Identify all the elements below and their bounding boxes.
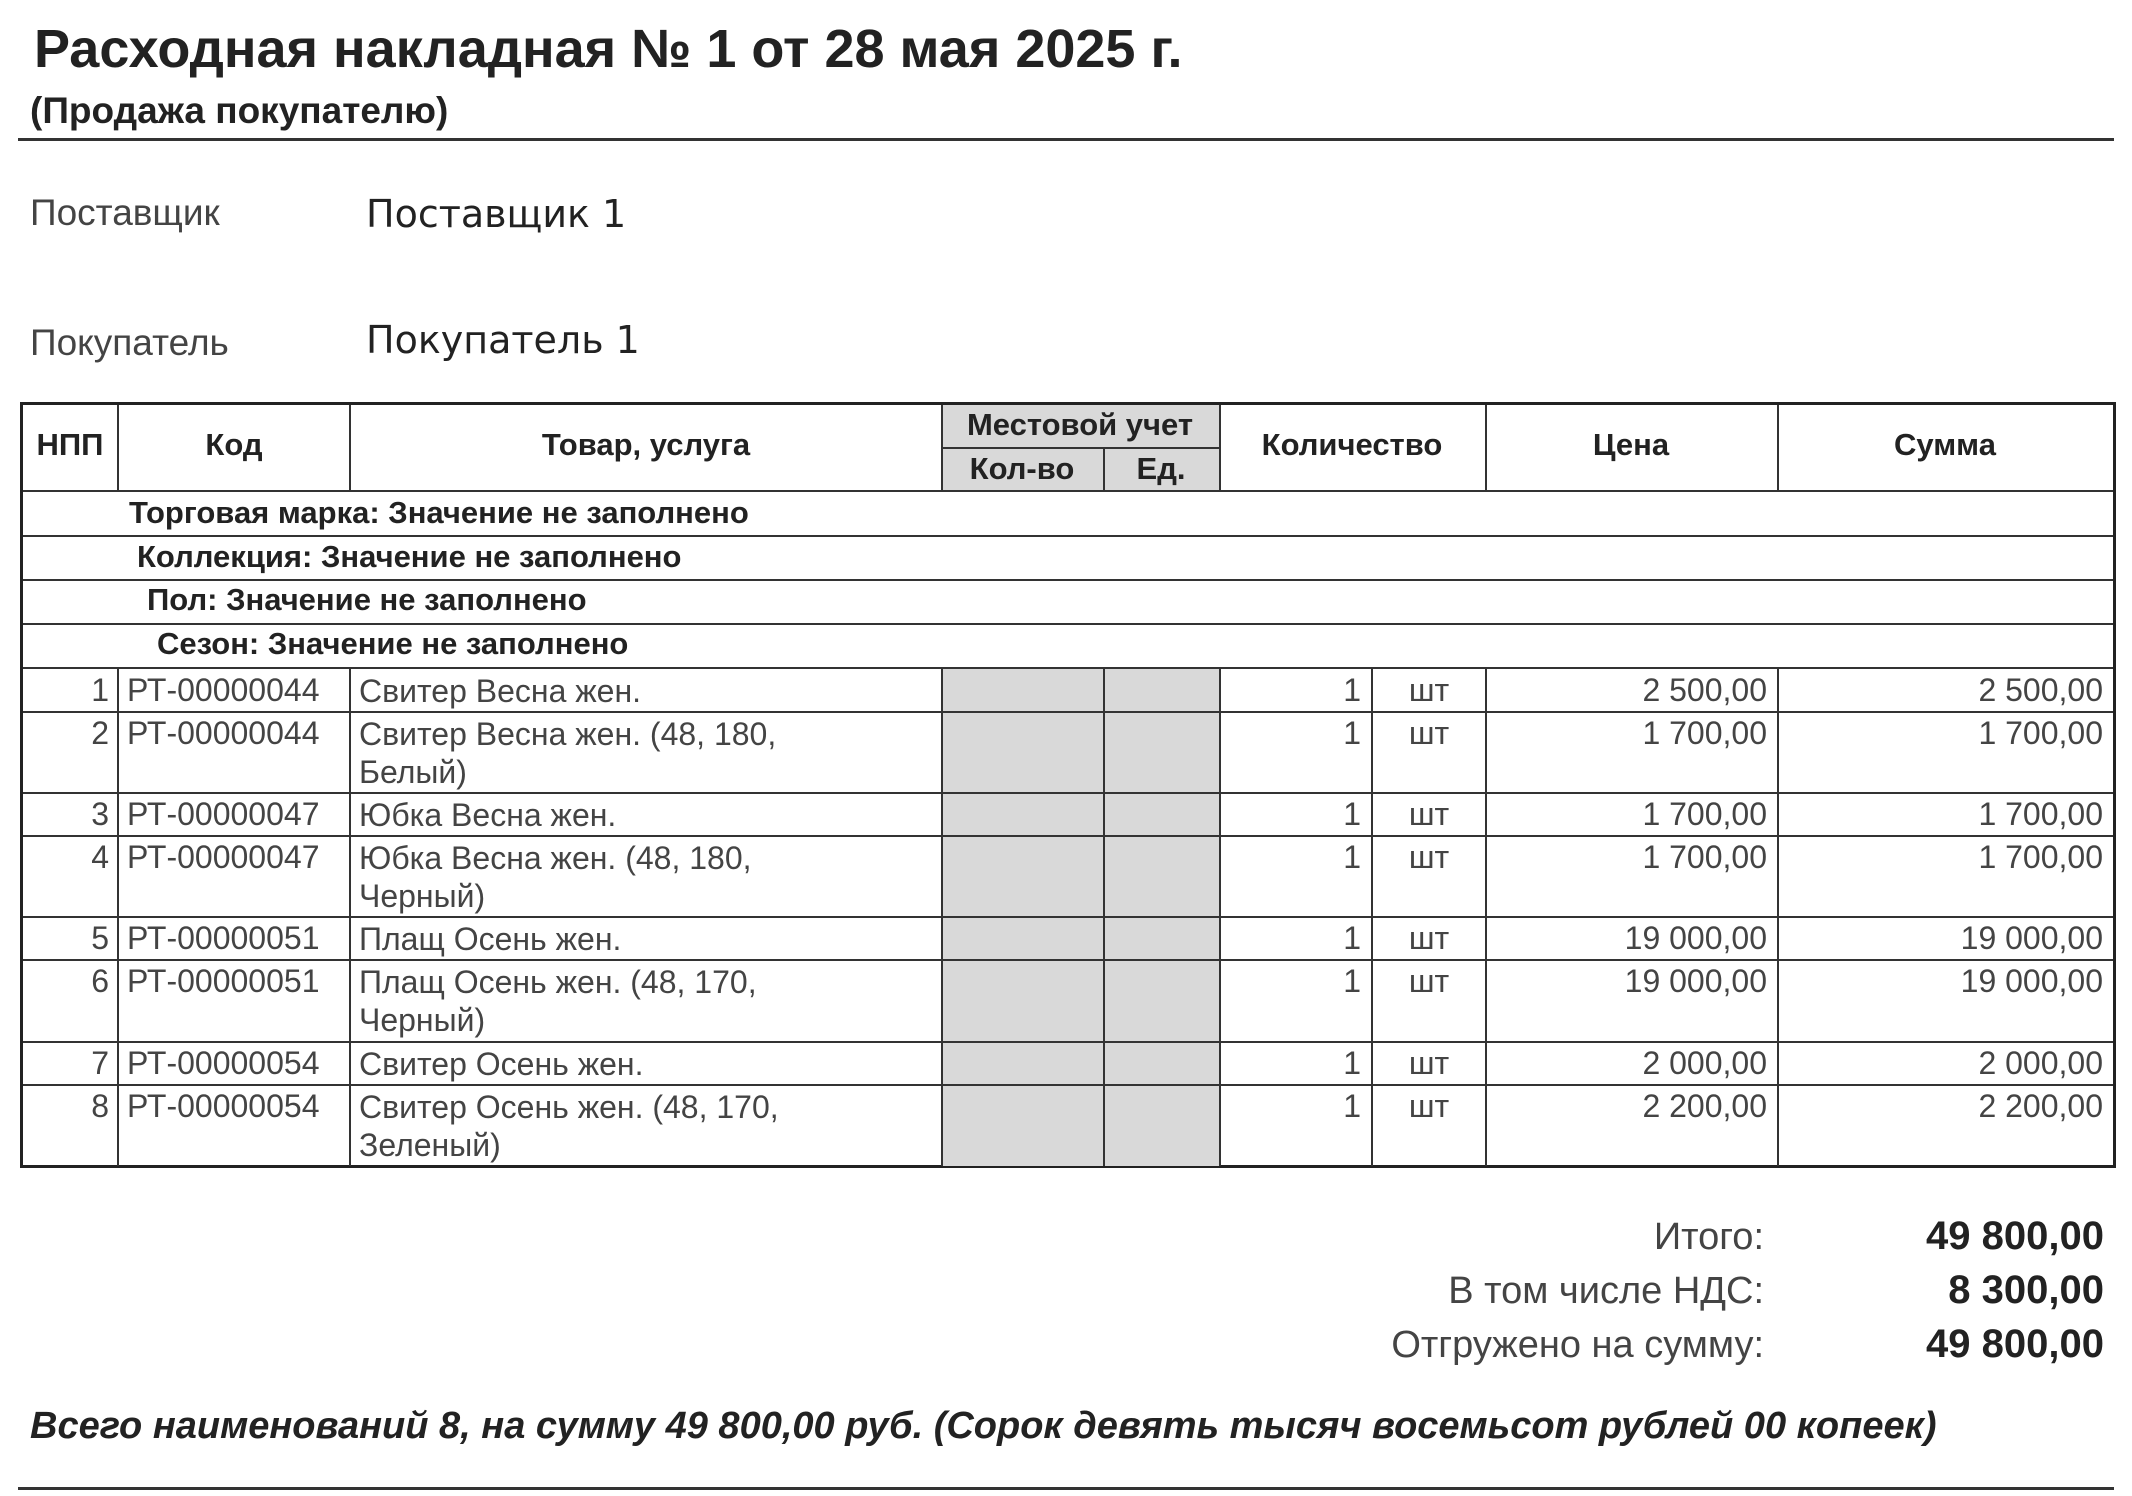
- row-sum: 2 200,00: [1978, 1088, 2103, 1124]
- row-code: РТ-00000047: [127, 796, 320, 832]
- row-price: 1 700,00: [1642, 796, 1767, 832]
- table-hline: [23, 792, 2113, 794]
- table-vline: [349, 405, 351, 490]
- table-vline: [941, 405, 943, 490]
- row-price: 1 700,00: [1642, 715, 1767, 751]
- row-quantity: 1: [1343, 672, 1361, 708]
- row-name: Свитер Весна жен.: [359, 673, 642, 709]
- row-quantity: 1: [1343, 715, 1361, 751]
- row-unit: шт: [1408, 920, 1450, 956]
- footer-divider: [18, 1487, 2114, 1490]
- group-gender: Пол: Значение не заполнено: [147, 582, 587, 617]
- row-name: Юбка Весна жен. (48, 180, Черный): [359, 840, 752, 914]
- shipped-value: 49 800,00: [1926, 1322, 2104, 1366]
- row-unit: шт: [1408, 715, 1450, 751]
- row-name: Свитер Осень жен. (48, 170, Зеленый): [359, 1089, 779, 1163]
- row-npp: 3: [91, 796, 109, 832]
- total-label: Итого:: [1653, 1216, 1764, 1258]
- row-npp: 8: [91, 1088, 109, 1124]
- goods-table: [20, 402, 2116, 1168]
- row-unit: шт: [1408, 1045, 1450, 1081]
- table-hline: [23, 623, 2113, 625]
- vat-label: В том числе НДС:: [1448, 1270, 1764, 1312]
- document-title: Расходная накладная № 1 от 28 мая 2025 г.: [34, 19, 1183, 79]
- table-hline: [23, 667, 2113, 669]
- header-price: Цена: [1592, 427, 1670, 462]
- row-price: 2 200,00: [1642, 1088, 1767, 1124]
- header-divider: [18, 138, 2114, 141]
- row-npp: 2: [91, 715, 109, 751]
- row-quantity: 1: [1343, 839, 1361, 875]
- header-location-unit: Ед.: [1136, 451, 1186, 486]
- row-code: РТ-00000054: [127, 1088, 320, 1124]
- table-hline: [23, 835, 2113, 837]
- row-code: РТ-00000044: [127, 715, 320, 751]
- row-name: Свитер Осень жен.: [359, 1046, 644, 1082]
- total-value: 49 800,00: [1926, 1214, 2104, 1258]
- row-price: 19 000,00: [1624, 920, 1767, 956]
- row-npp: 6: [91, 963, 109, 999]
- table-vline: [1219, 405, 1221, 490]
- group-brand: Торговая марка: Значение не заполнено: [129, 495, 749, 530]
- row-code: РТ-00000054: [127, 1045, 320, 1081]
- table-vline: [1103, 667, 1105, 1166]
- row-price: 2 000,00: [1642, 1045, 1767, 1081]
- row-unit: шт: [1408, 1088, 1450, 1124]
- row-quantity: 1: [1343, 963, 1361, 999]
- row-sum: 1 700,00: [1978, 715, 2103, 751]
- vat-value: 8 300,00: [1948, 1268, 2104, 1312]
- row-name: Юбка Весна жен.: [359, 797, 617, 833]
- header-sum: Сумма: [1894, 427, 1996, 462]
- row-price: 1 700,00: [1642, 839, 1767, 875]
- table-vline: [1777, 405, 1779, 490]
- row-quantity: 1: [1343, 1088, 1361, 1124]
- table-hline: [23, 535, 2113, 537]
- row-name: Плащ Осень жен.: [359, 921, 622, 957]
- row-sum: 19 000,00: [1960, 963, 2103, 999]
- row-sum: 2 500,00: [1978, 672, 2103, 708]
- header-location-group: Местовой учет: [966, 407, 1194, 442]
- group-season: Сезон: Значение не заполнено: [157, 626, 629, 661]
- row-npp: 7: [91, 1045, 109, 1081]
- table-hline: [23, 1041, 2113, 1043]
- row-price: 2 500,00: [1642, 672, 1767, 708]
- row-sum: 1 700,00: [1978, 839, 2103, 875]
- row-price: 19 000,00: [1624, 963, 1767, 999]
- row-unit: шт: [1408, 796, 1450, 832]
- shipped-label: Отгружено на сумму:: [1391, 1324, 1764, 1366]
- row-unit: шт: [1408, 672, 1450, 708]
- table-vline: [117, 405, 119, 490]
- row-npp: 1: [91, 672, 109, 708]
- table-hline: [23, 711, 2113, 713]
- row-sum: 19 000,00: [1960, 920, 2103, 956]
- row-code: РТ-00000047: [127, 839, 320, 875]
- group-collection: Коллекция: Значение не заполнено: [137, 539, 682, 574]
- row-name: Плащ Осень жен. (48, 170, Черный): [359, 964, 757, 1038]
- table-hline: [23, 579, 2113, 581]
- row-quantity: 1: [1343, 920, 1361, 956]
- table-hline: [23, 490, 2113, 492]
- table-hline: [941, 447, 1219, 449]
- document-subtitle: (Продажа покупателю): [30, 90, 449, 131]
- header-code: Код: [205, 427, 263, 462]
- supplier-label: Поставщик: [30, 192, 220, 233]
- buyer-value: Покупатель 1: [366, 318, 640, 362]
- table-hline: [23, 1084, 2113, 1086]
- buyer-label: Покупатель: [30, 322, 229, 363]
- row-npp: 5: [91, 920, 109, 956]
- row-sum: 1 700,00: [1978, 796, 2103, 832]
- table-vline: [117, 667, 119, 1166]
- summary-text: Всего наименований 8, на сумму 49 800,00 руб. (Сорок девять тысяч восемьсот рублей 00 копеек): [30, 1405, 1937, 1447]
- row-npp: 4: [91, 839, 109, 875]
- header-npp: НПП: [36, 427, 104, 462]
- table-vline: [349, 667, 351, 1166]
- table-vline: [941, 667, 943, 1166]
- header-item: Товар, услуга: [541, 427, 751, 462]
- table-hline: [23, 959, 2113, 961]
- header-location-qty: Кол-во: [969, 451, 1075, 486]
- row-unit: шт: [1408, 839, 1450, 875]
- supplier-value: Поставщик 1: [366, 192, 627, 236]
- row-sum: 2 000,00: [1978, 1045, 2103, 1081]
- row-name: Свитер Весна жен. (48, 180, Белый): [359, 716, 777, 790]
- row-code: РТ-00000051: [127, 963, 320, 999]
- row-quantity: 1: [1343, 796, 1361, 832]
- row-unit: шт: [1408, 963, 1450, 999]
- row-code: РТ-00000051: [127, 920, 320, 956]
- table-vline: [1103, 447, 1105, 490]
- row-quantity: 1: [1343, 1045, 1361, 1081]
- table-vline: [1485, 405, 1487, 490]
- header-quantity: Количество: [1261, 427, 1443, 462]
- table-hline: [23, 916, 2113, 918]
- row-code: РТ-00000044: [127, 672, 320, 708]
